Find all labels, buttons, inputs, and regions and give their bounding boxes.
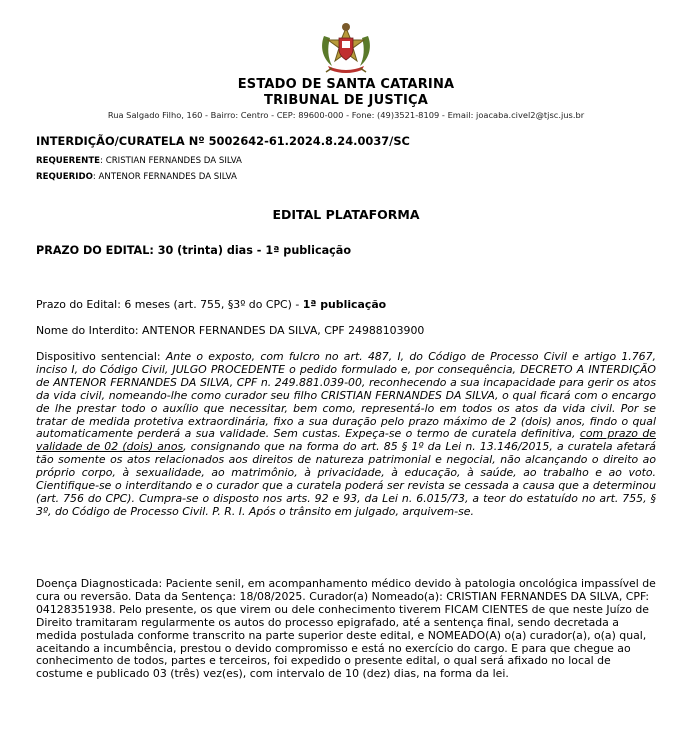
requerente-label: REQUERENTE [36,156,101,166]
prazo-header: PRAZO DO EDITAL: 30 (trinta) dias - 1ª publicação [36,244,352,257]
santa-catarina-coat-of-arms-icon [318,22,374,74]
requerido-value: : ANTENOR FERNANDES DA SILVA [92,172,237,182]
court-address: Rua Salgado Filho, 160 - Bairro: Centro - CEP: 89600-000 - Fone: (49)3521-8109 - Email: joacaba.civel2@tjsc.jus.br [107,110,585,120]
dispositivo-text-a: Ante o exposto, com fulcro no art. 487, I, do Código de Processo Civil e artigo 1.767, inciso I, do Código Civil, JULGO PROCEDENTE o pedido formulado e, por consequência, DECRETO A INTERDIÇÃO de ANTENOR FERNANDES DA SILVA, CPF n. 249.881.039-00, reconhecendo a sua incapacidade para gerir os atos da vida civil, nomeando-lhe como curador seu filho CRISTIAN FERNANDES DA SILVA, o qual ficará com o encargo de lhe prestar todo o auxílio que necessitar, bem como, representá-lo em todos os atos da vida civil. Por se tratar de medida protetiva extraordinária, fixo a sua duração pelo prazo máximo de 2 (dois) anos, findo o qual automaticamente perderá a sua validade. Sem custas. Expeça-se o termo de curatela definitiva, [36,350,656,441]
prazo-line-text: Prazo do Edital: 6 meses (art. 755, §3º do CPC) - [36,298,303,311]
requerente-value: : CRISTIAN FERNANDES DA SILVA [100,156,242,166]
requerido-label: REQUERIDO [36,172,93,182]
dispositivo-label: Dispositivo sentencial: [36,350,166,363]
prazo-line-bold: 1ª publicação [302,298,387,311]
state-name: ESTADO DE SANTA CATARINA [237,77,455,92]
interdito-line: Nome do Interdito: ANTENOR FERNANDES DA SILVA, CPF 24988103900 [36,324,425,337]
doenca-paragraph: Doença Diagnosticada: Paciente senil, em acompanhamento médico devido à patologia oncológica impassível de cura ou reversão. Data da Sentença: 18/08/2025. Curador(a) Nomeado(a): CRISTIAN FERNANDES DA SILVA, CPF: 04128351938. Pelo presente, os que virem ou dele conhecimento tiverem FICAM CIENTES de que neste Juízo de Direito tramitaram regularmente os autos do processo epigrafado, até a sentença final, sendo decretada a medida postulada conforme transcrito na parte superior deste edital, e NOMEADO(A) o(a) curador(a), o(a) qual, aceitando a incumbência, prestou o devido compromisso e está no exercício do cargo. E para que chegue ao conhecimento de todos, partes e terceiros, foi expedido o presente edital, o qual será afixado no local de costume e publicado 03 (três) vez(es), com intervalo de 10 (dez) dias, na forma da lei. [36,577,656,681]
dispositivo-sentencial [36,351,656,519]
dispositivo-underlined: com prazo de validade de 02 (dois) anos [36,427,656,454]
prazo-line [36,299,656,312]
document-title: EDITAL PLATAFORMA [272,207,420,222]
requerente-line [36,156,242,166]
dispositivo-text-b: , consignando que na forma do art. 85 § 1º da Lei n. 13.146/2015, a curatela afetará tão somente os atos relacionados aos direitos de natureza patrimonial e negocial, não alcançando o direito ao próprio corpo, à sexualidade, ao matrimônio, à privacidade, à educação, à saúde, ao trabalho e ao voto. Cientifique-se o interditando e o curador que a curatela poderá ser revista se cessada a causa que a determinou (art. 756 do CPC). Cumpra-se o disposto nos arts. 92 e 93, da Lei n. 6.015/73, a teor do estatuído no art. 755, § 3º, do Código de Processo Civil. P. R. I. Após o trânsito em julgado, arquivem-se. [36,440,656,518]
court-name: TRIBUNAL DE JUSTIÇA [264,93,428,108]
requerido-line [36,172,237,182]
case-number: INTERDIÇÃO/CURATELA Nº 5002642-61.2024.8.24.0037/SC [36,134,410,148]
